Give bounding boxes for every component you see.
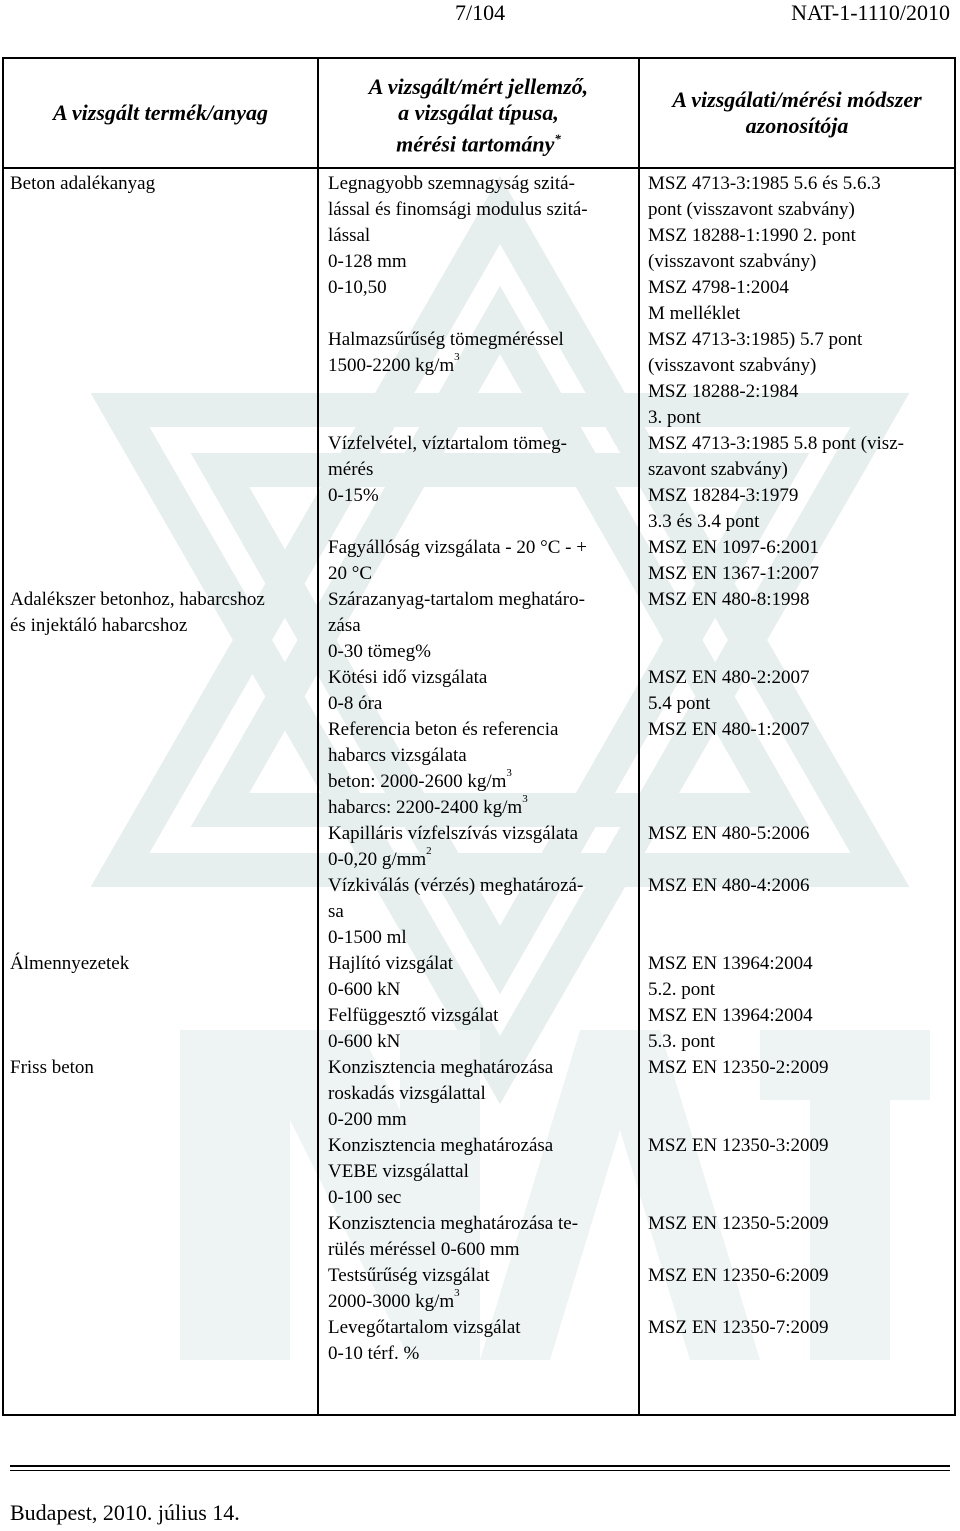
superscript: 3 (522, 793, 528, 805)
characteristic-line: Hajlító vizsgálat (328, 953, 454, 974)
method-line: MSZ EN 12350-2:2009 (648, 1057, 829, 1078)
characteristic-line: Konzisztencia meghatározása te- (328, 1213, 579, 1234)
characteristic-line: 0-600 kN (328, 1031, 401, 1052)
characteristic-line (328, 353, 460, 379)
method-line: MSZ 4798-1:2004 (648, 277, 789, 298)
characteristic-line: VEBE vizsgálattal (328, 1161, 469, 1182)
characteristic-line (328, 769, 512, 795)
characteristic-line (328, 1289, 460, 1315)
characteristic-line: Legnagyobb szemnagyság szitá- (328, 173, 575, 194)
product-cell: és injektáló habarcshoz (10, 615, 188, 636)
characteristic-line: Felfüggesztő vizsgálat (328, 1005, 499, 1026)
characteristic-line: lással és finomsági modulus szitá- (328, 199, 588, 220)
characteristic-line: Vízkiválás (vérzés) meghatározá- (328, 875, 584, 896)
characteristic-line: 0-10 térf. % (328, 1343, 420, 1364)
method-line: 5.2. pont (648, 979, 716, 1000)
characteristic-line: zása (328, 615, 361, 636)
superscript: 3 (454, 1287, 460, 1299)
method-line: MSZ 4713-3:1985 5.8 pont (visz- (648, 433, 904, 454)
header-characteristic-line3: mérési tartomány (396, 131, 555, 157)
characteristic-line: mérés (328, 459, 374, 480)
header-characteristic (319, 74, 638, 157)
superscript: 3 (454, 351, 460, 363)
footer-rule-thin (10, 1470, 950, 1471)
characteristic-line: Kapilláris vízfelszívás vizsgálata (328, 823, 579, 844)
method-line: MSZ EN 1097-6:2001 (648, 537, 819, 558)
method-line: M melléklet (648, 303, 741, 324)
characteristic-line: Kötési idő vizsgálata (328, 667, 488, 688)
method-line: szavont szabvány) (648, 459, 788, 480)
characteristic-line: 0-8 óra (328, 693, 383, 714)
document-id: NAT-1-1110/2010 (791, 0, 950, 25)
method-line: MSZ EN 480-8:1998 (648, 589, 810, 610)
method-line: 3. pont (648, 407, 701, 428)
characteristic-line: Konzisztencia meghatározása (328, 1135, 554, 1156)
header-method-line2: azonosítója (745, 113, 849, 138)
characteristic-line: 0-200 mm (328, 1109, 407, 1130)
header-characteristic-line2: a vizsgálat típusa, (398, 100, 559, 125)
characteristic-line: Konzisztencia meghatározása (328, 1057, 554, 1078)
characteristic-line (328, 847, 432, 873)
method-line: (visszavont szabvány) (648, 251, 817, 272)
header-product (4, 100, 317, 126)
characteristic-line: lással (328, 225, 371, 246)
footer-rule (10, 1465, 950, 1467)
superscript: 2 (426, 845, 432, 857)
characteristic-line: 0-10,50 (328, 277, 387, 298)
header-divider (2, 167, 956, 169)
characteristic-text: 2000-3000 kg/m (328, 1291, 455, 1312)
characteristic-line: rülés méréssel 0-600 mm (328, 1239, 520, 1260)
method-line: MSZ 4713-3:1985 5.6 és 5.6.3 (648, 173, 881, 194)
method-line: 5.3. pont (648, 1031, 716, 1052)
characteristic-line: Halmazsűrűség tömegméréssel (328, 329, 564, 350)
header-characteristic-line1: A vizsgált/mért jellemző, (368, 74, 589, 99)
characteristic-line: sa (328, 901, 344, 922)
header-product-text: A vizsgált termék/anyag (52, 100, 269, 125)
characteristic-line: Levegőtartalom vizsgálat (328, 1317, 521, 1338)
product-cell: Álmennyezetek (10, 953, 130, 974)
column-divider (638, 57, 640, 1416)
method-line: MSZ EN 13964:2004 (648, 953, 813, 974)
characteristic-line (328, 795, 528, 821)
method-line: 3.3 és 3.4 pont (648, 511, 760, 532)
characteristic-text: beton: 2000-2600 kg/m (328, 771, 507, 792)
characteristic-text: 0-0,20 g/mm (328, 849, 427, 870)
product-cell: Adalékszer betonhoz, habarcshoz (10, 589, 265, 610)
characteristic-line: 0-30 tömeg% (328, 641, 431, 662)
method-line: MSZ EN 1367-1:2007 (648, 563, 819, 584)
characteristic-line: Testsűrűség vizsgálat (328, 1265, 490, 1286)
characteristic-line: Szárazanyag-tartalom meghatáro- (328, 589, 585, 610)
footer-place-date: Budapest, 2010. július 14. (10, 1500, 240, 1525)
method-line: MSZ EN 480-4:2006 (648, 875, 810, 896)
method-line: MSZ EN 480-2:2007 (648, 667, 810, 688)
method-line: 5.4 pont (648, 693, 711, 714)
header-footnote-star: * (554, 131, 561, 146)
characteristic-text: 1500-2200 kg/m (328, 355, 455, 376)
characteristic-line: Fagyállóság vizsgálata - 20 °C - + (328, 537, 587, 558)
characteristic-line: 0-1500 ml (328, 927, 407, 948)
characteristic-line: habarcs vizsgálata (328, 745, 467, 766)
method-line: MSZ EN 12350-7:2009 (648, 1317, 829, 1338)
characteristic-line: 0-128 mm (328, 251, 407, 272)
method-line: MSZ EN 480-5:2006 (648, 823, 810, 844)
product-cell: Beton adalékanyag (10, 173, 156, 194)
method-line: MSZ 18284-3:1979 (648, 485, 799, 506)
characteristic-line: 0-600 kN (328, 979, 401, 1000)
characteristic-line: Vízfelvétel, víztartalom tömeg- (328, 433, 567, 454)
header-method-line1: A vizsgálati/mérési módszer (672, 87, 922, 112)
method-line: MSZ 4713-3:1985) 5.7 pont (648, 329, 863, 350)
characteristic-line: 0-15% (328, 485, 379, 506)
page-number: 7/104 (455, 0, 506, 25)
method-line: MSZ EN 12350-5:2009 (648, 1213, 829, 1234)
method-line: MSZ 18288-2:1984 (648, 381, 799, 402)
product-cell: Friss beton (10, 1057, 94, 1078)
characteristic-line: roskadás vizsgálattal (328, 1083, 486, 1104)
method-line: MSZ 18288-1:1990 2. pont (648, 225, 856, 246)
method-line: MSZ EN 13964:2004 (648, 1005, 813, 1026)
column-divider (317, 57, 319, 1416)
method-line: MSZ EN 480-1:2007 (648, 719, 810, 740)
characteristic-line: Referencia beton és referencia (328, 719, 559, 740)
method-line: MSZ EN 12350-3:2009 (648, 1135, 829, 1156)
characteristic-line: 0-100 sec (328, 1187, 402, 1208)
characteristic-line: 20 °C (328, 563, 373, 584)
method-line: pont (visszavont szabvány) (648, 199, 855, 220)
header-method (640, 87, 954, 139)
superscript: 3 (506, 767, 512, 779)
method-line: MSZ EN 12350-6:2009 (648, 1265, 829, 1286)
method-line: (visszavont szabvány) (648, 355, 817, 376)
characteristic-text: habarcs: 2200-2400 kg/m (328, 797, 523, 818)
